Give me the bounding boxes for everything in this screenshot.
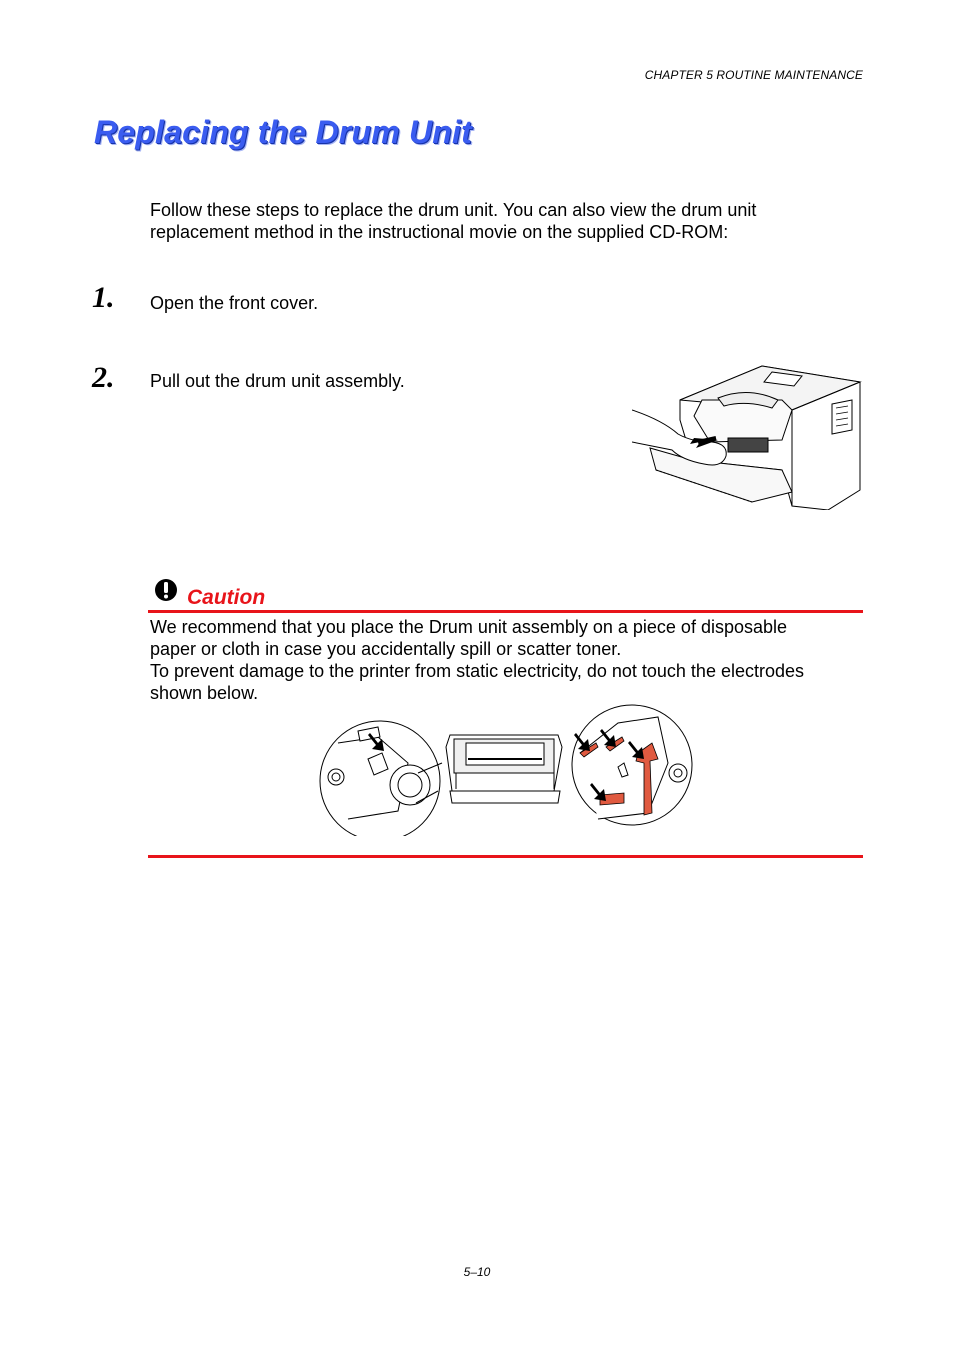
intro-line-1: Follow these steps to replace the drum unit. You can also view the drum unit: [150, 200, 757, 220]
caution-line-3: To prevent damage to the printer from static electricity, do not touch the electrodes: [150, 661, 805, 681]
step-1-number: 1.: [92, 281, 115, 314]
step-2-number: 2.: [92, 361, 115, 394]
chapter-header: CHAPTER 5 ROUTINE MAINTENANCE: [644, 68, 863, 82]
step-2-text: Pull out the drum unit assembly.: [150, 371, 405, 391]
page-title: Replacing the Drum Unit: [94, 114, 472, 150]
caution-line-2: paper or cloth in case you accidentally spill or scatter toner.: [150, 639, 622, 659]
caution-line-4: shown below.: [150, 683, 259, 703]
caution-bottom-rule: [148, 855, 863, 858]
intro-paragraph: [150, 199, 850, 243]
step-1-text: Open the front cover.: [150, 293, 319, 313]
caution-line-1: We recommend that you place the Drum unit assembly on a piece of disposable: [150, 617, 788, 637]
page-number: 5–10: [463, 1265, 491, 1279]
caution-top-rule: [148, 610, 863, 613]
caution-label: Caution: [187, 586, 266, 609]
exclamation-icon: [154, 578, 178, 602]
caution-text: [150, 616, 860, 704]
intro-line-2: replacement method in the instructional movie on the supplied CD-ROM:: [150, 222, 729, 242]
printer-drum-removal-illustration: [632, 360, 864, 510]
electrodes-illustration: [318, 703, 694, 836]
